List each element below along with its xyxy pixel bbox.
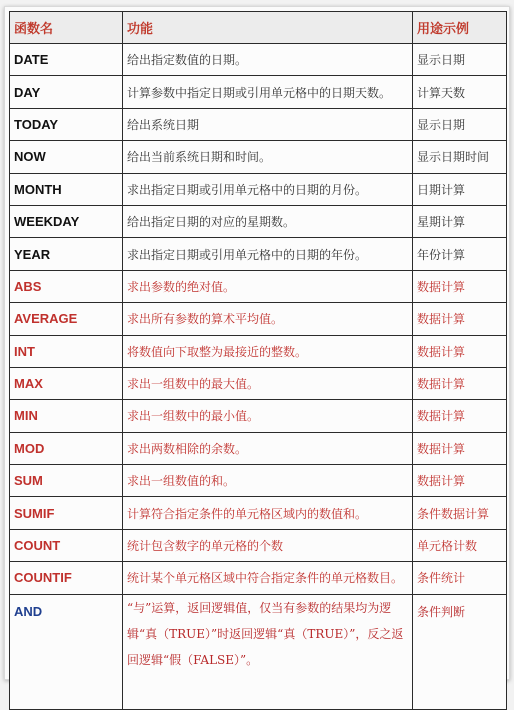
usage-cell: 数据计算 [413, 400, 507, 432]
function-name-cell: MAX [10, 367, 123, 399]
table-row [10, 562, 507, 594]
function-name-cell: AVERAGE [10, 303, 123, 335]
function-name-cell: MIN [10, 400, 123, 432]
table-row [10, 594, 507, 709]
document-page [4, 6, 510, 680]
function-name-cell: WEEKDAY [10, 205, 123, 237]
function-name-cell: ABS [10, 270, 123, 302]
function-table [9, 11, 507, 710]
usage-cell: 数据计算 [413, 335, 507, 367]
usage-cell: 数据计算 [413, 367, 507, 399]
function-name-cell: DAY [10, 76, 123, 108]
function-name-cell: COUNT [10, 529, 123, 561]
table-row [10, 141, 507, 173]
function-desc-cell: 计算符合指定条件的单元格区域内的数值和。 [123, 497, 413, 529]
function-desc-cell: 计算参数中指定日期或引用单元格中的日期天数。 [123, 76, 413, 108]
table-header-row [10, 12, 507, 44]
function-desc-cell: 求出一组数值的和。 [123, 465, 413, 497]
usage-cell: 数据计算 [413, 270, 507, 302]
header-function-name: 函数名 [10, 12, 123, 44]
table-row [10, 400, 507, 432]
function-desc-cell: 统计某个单元格区域中符合指定条件的单元格数目。 [123, 562, 413, 594]
table-row [10, 529, 507, 561]
function-name-cell: INT [10, 335, 123, 367]
function-desc-cell: 给出指定数值的日期。 [123, 44, 413, 76]
function-desc-cell: 给出当前系统日期和时间。 [123, 141, 413, 173]
usage-cell: 条件数据计算 [413, 497, 507, 529]
function-name-cell: AND [10, 594, 123, 709]
usage-cell: 单元格计数 [413, 529, 507, 561]
function-desc-cell: 求出指定日期或引用单元格中的日期的月份。 [123, 173, 413, 205]
function-desc-cell: 求出参数的绝对值。 [123, 270, 413, 302]
table-row [10, 173, 507, 205]
usage-cell: 数据计算 [413, 303, 507, 335]
header-usage-example: 用途示例 [413, 12, 507, 44]
table-row [10, 465, 507, 497]
function-desc-cell: “与”运算，返回逻辑值，仅当有参数的结果均为逻辑“真（TRUE）”时返回逻辑“真（TRUE）”，反之返回逻辑“假（FALSE）”。 [123, 594, 413, 709]
usage-cell: 显示日期时间 [413, 141, 507, 173]
usage-cell: 条件判断 [413, 594, 507, 709]
function-desc-cell: 求出一组数中的最小值。 [123, 400, 413, 432]
function-desc-cell: 求出所有参数的算术平均值。 [123, 303, 413, 335]
usage-cell: 年份计算 [413, 238, 507, 270]
function-name-cell: COUNTIF [10, 562, 123, 594]
usage-cell: 显示日期 [413, 44, 507, 76]
usage-cell: 日期计算 [413, 173, 507, 205]
table-row [10, 270, 507, 302]
table-row [10, 497, 507, 529]
table-row [10, 335, 507, 367]
table-row [10, 303, 507, 335]
table-row [10, 44, 507, 76]
usage-cell: 条件统计 [413, 562, 507, 594]
function-name-cell: NOW [10, 141, 123, 173]
function-desc-cell: 统计包含数字的单元格的个数 [123, 529, 413, 561]
function-desc-cell: 求出指定日期或引用单元格中的日期的年份。 [123, 238, 413, 270]
usage-cell: 计算天数 [413, 76, 507, 108]
function-name-cell: DATE [10, 44, 123, 76]
function-desc-cell: 将数值向下取整为最接近的整数。 [123, 335, 413, 367]
function-name-cell: YEAR [10, 238, 123, 270]
table-row [10, 76, 507, 108]
function-name-cell: SUMIF [10, 497, 123, 529]
usage-cell: 数据计算 [413, 465, 507, 497]
function-name-cell: SUM [10, 465, 123, 497]
usage-cell: 数据计算 [413, 432, 507, 464]
function-name-cell: TODAY [10, 108, 123, 140]
usage-cell: 星期计算 [413, 205, 507, 237]
function-desc-cell: 求出两数相除的余数。 [123, 432, 413, 464]
function-name-cell: MONTH [10, 173, 123, 205]
function-desc-cell: 求出一组数中的最大值。 [123, 367, 413, 399]
header-function-desc: 功能 [123, 12, 413, 44]
function-desc-cell: 给出系统日期 [123, 108, 413, 140]
table-row [10, 238, 507, 270]
table-row [10, 432, 507, 464]
table-row [10, 367, 507, 399]
usage-cell: 显示日期 [413, 108, 507, 140]
function-desc-cell: 给出指定日期的对应的星期数。 [123, 205, 413, 237]
table-row [10, 205, 507, 237]
table-row [10, 108, 507, 140]
function-name-cell: MOD [10, 432, 123, 464]
